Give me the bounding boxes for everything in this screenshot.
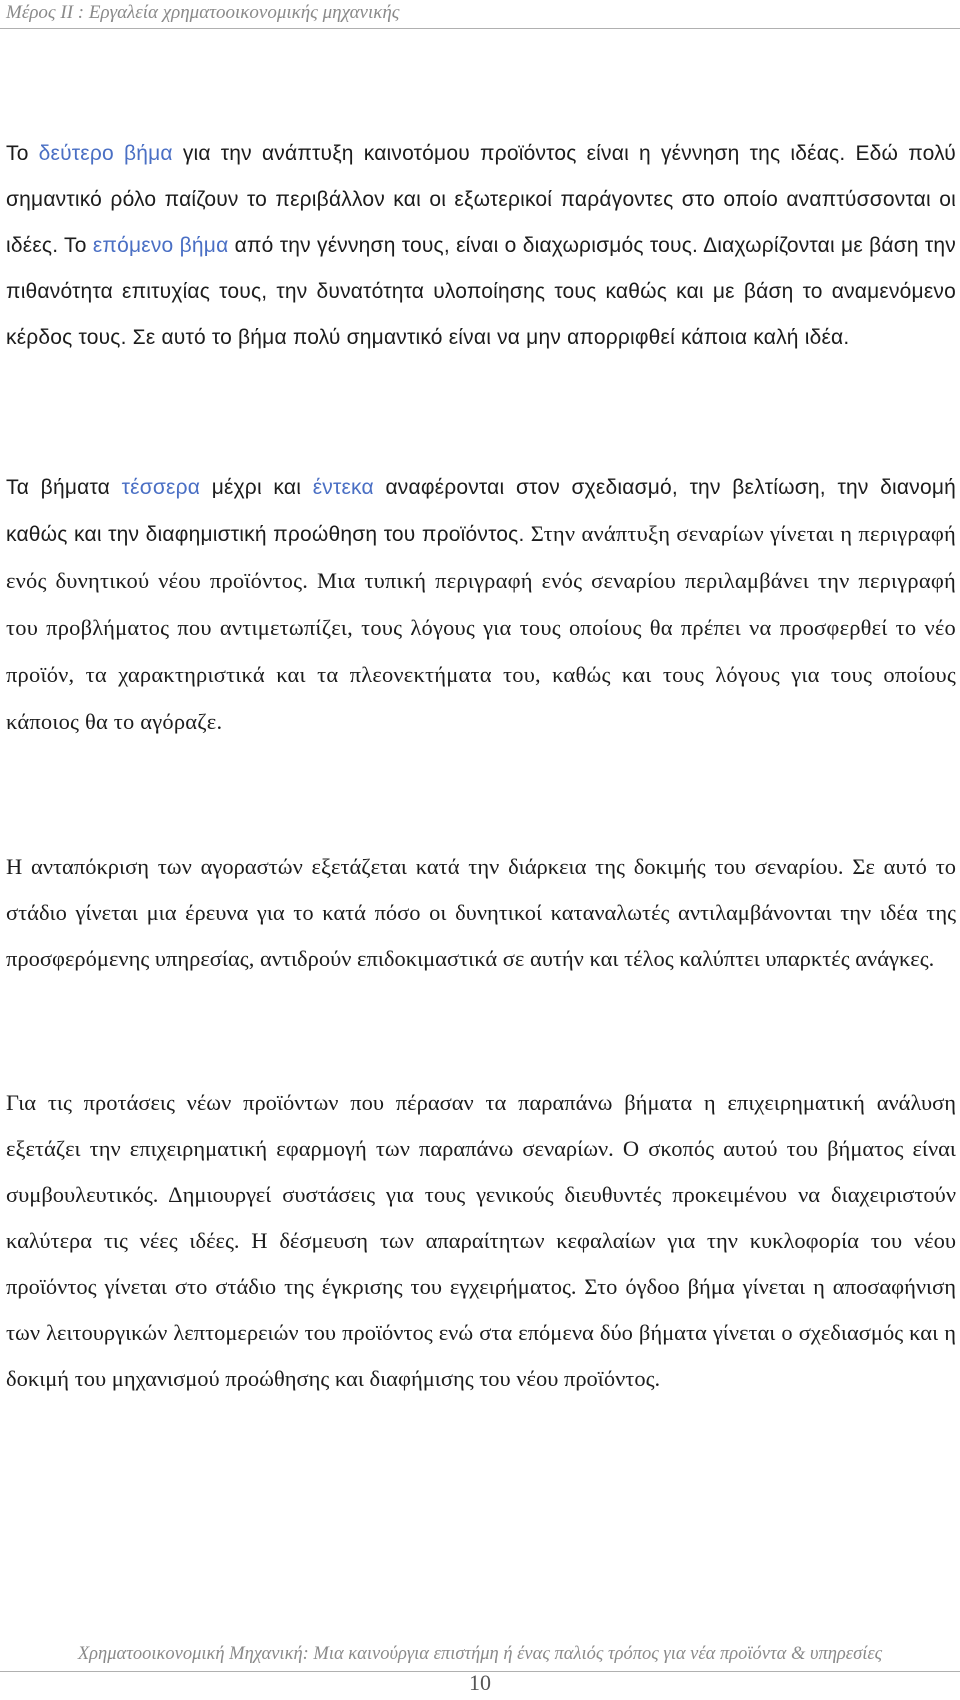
paragraph-4: Για τις προτάσεις νέων προϊόντων που πέρασαν τα παραπάνω βήματα η επιχειρηματική ανάλυση εξετάζει την επιχειρηματική εφαρμογή των παραπάνω σεναρίων. Ο σκοπός αυτού του βήματος είναι συμβουλευτικός. Δημιουργεί συστάσεις για τους γενικούς διευθυντές προκειμένου να διαχειριστούν καλύτερα τις νέες ιδέες. Η δέσμευση των απαραίτητων κεφαλαίων για την κυκλοφορία του νέου προϊόντος γίνεται στο στάδιο της έγκρισης του εγχειρήματος. Στο όγδοο βήμα γίνεται η αποσαφήνιση των λειτουργικών λεπτομερειών του προϊόντος ενώ στα επόμενα δύο βήματα γίνεται ο σχεδιασμός και η δοκιμή του μηχανισμού προώθησης και διαφήμισης του νέου προϊόντος.: [6, 1090, 956, 1391]
running-header: Μέρος ΙΙ : Εργαλεία χρηματοοικονομικής μηχανικής: [6, 2, 400, 23]
text-run: αναφέρονται στον σχεδιασμό, την βελτίωση, την διανομή καθώς και την διαφημιστική προώθηση του προϊόντος.: [6, 476, 957, 546]
paragraph-2: [6, 465, 956, 746]
highlighted-text: επόμενο βήμα: [92, 234, 229, 257]
text-run: Τα βήματα: [6, 476, 122, 499]
paragraph-3: Η ανταπόκριση των αγοραστών εξετάζεται κατά την διάρκεια της δοκιμής του σεναρίου. Σε αυτό το στάδιο γίνεται μια έρευνα για το κατά πόσο οι δυνητικοί καταναλωτές αντιλαμβάνονται την ιδέα της προσφερόμενης υπηρεσίας, αντιδρούν επιδοκιμαστικά σε αυτήν και τέλος καλύπτει υπαρκτές ανάγκες.: [6, 854, 956, 971]
highlighted-text: δεύτερο βήμα: [38, 142, 173, 165]
paragraph-1: [6, 131, 956, 361]
header-divider: [0, 28, 960, 29]
page-number: 10: [469, 1670, 491, 1695]
highlighted-text: έντεκα: [312, 476, 374, 499]
text-run: Στην ανάπτυξη σεναρίων γίνεται η περιγραφή ενός δυνητικού νέου προϊόντος. Μια τυπική περιγραφή ενός σεναρίου περιλαμβάνει την περιγραφή του προβλήματος που αντιμετωπίζει, τους λόγους για τους οποίους θα πρέπει να προσφερθεί το νέο προϊόν, τα χαρακτηριστικά και τα πλεονεκτήματα του, καθώς και τους λόγους για τους οποίους κάποιος θα το αγόραζε.: [6, 521, 957, 734]
highlighted-text: τέσσερα: [121, 476, 201, 499]
text-run: Το: [6, 142, 39, 165]
running-footer: Χρηματοοικονομική Μηχανική: Μια καινούργια επιστήμη ή ένας παλιός τρόπος για νέα προϊόντα & υπηρεσίες: [77, 1644, 883, 1664]
text-run: για την ανάπτυξη καινοτόμου προϊόντος είναι η γέννηση της ιδέας. Εδώ πολύ σημαντικό ρόλο παίζουν το περιβάλλον και οι εξωτερικοί παράγοντες στο οποίο αναπτύσσονται οι ιδέες. Το: [6, 142, 956, 257]
text-run: μέχρι και: [200, 476, 313, 499]
text-run: από την γέννηση τους, είναι ο διαχωρισμός τους. Διαχωρίζονται με βάση την πιθανότητα επιτυχίας τους, την δυνατότητα υλοποίησης τους καθώς και με βάση το αναμενόμενο κέρδος τους. Σε αυτό το βήμα πολύ σημαντικό είναι να μην απορριφθεί κάποια καλή ιδέα.: [6, 234, 957, 349]
